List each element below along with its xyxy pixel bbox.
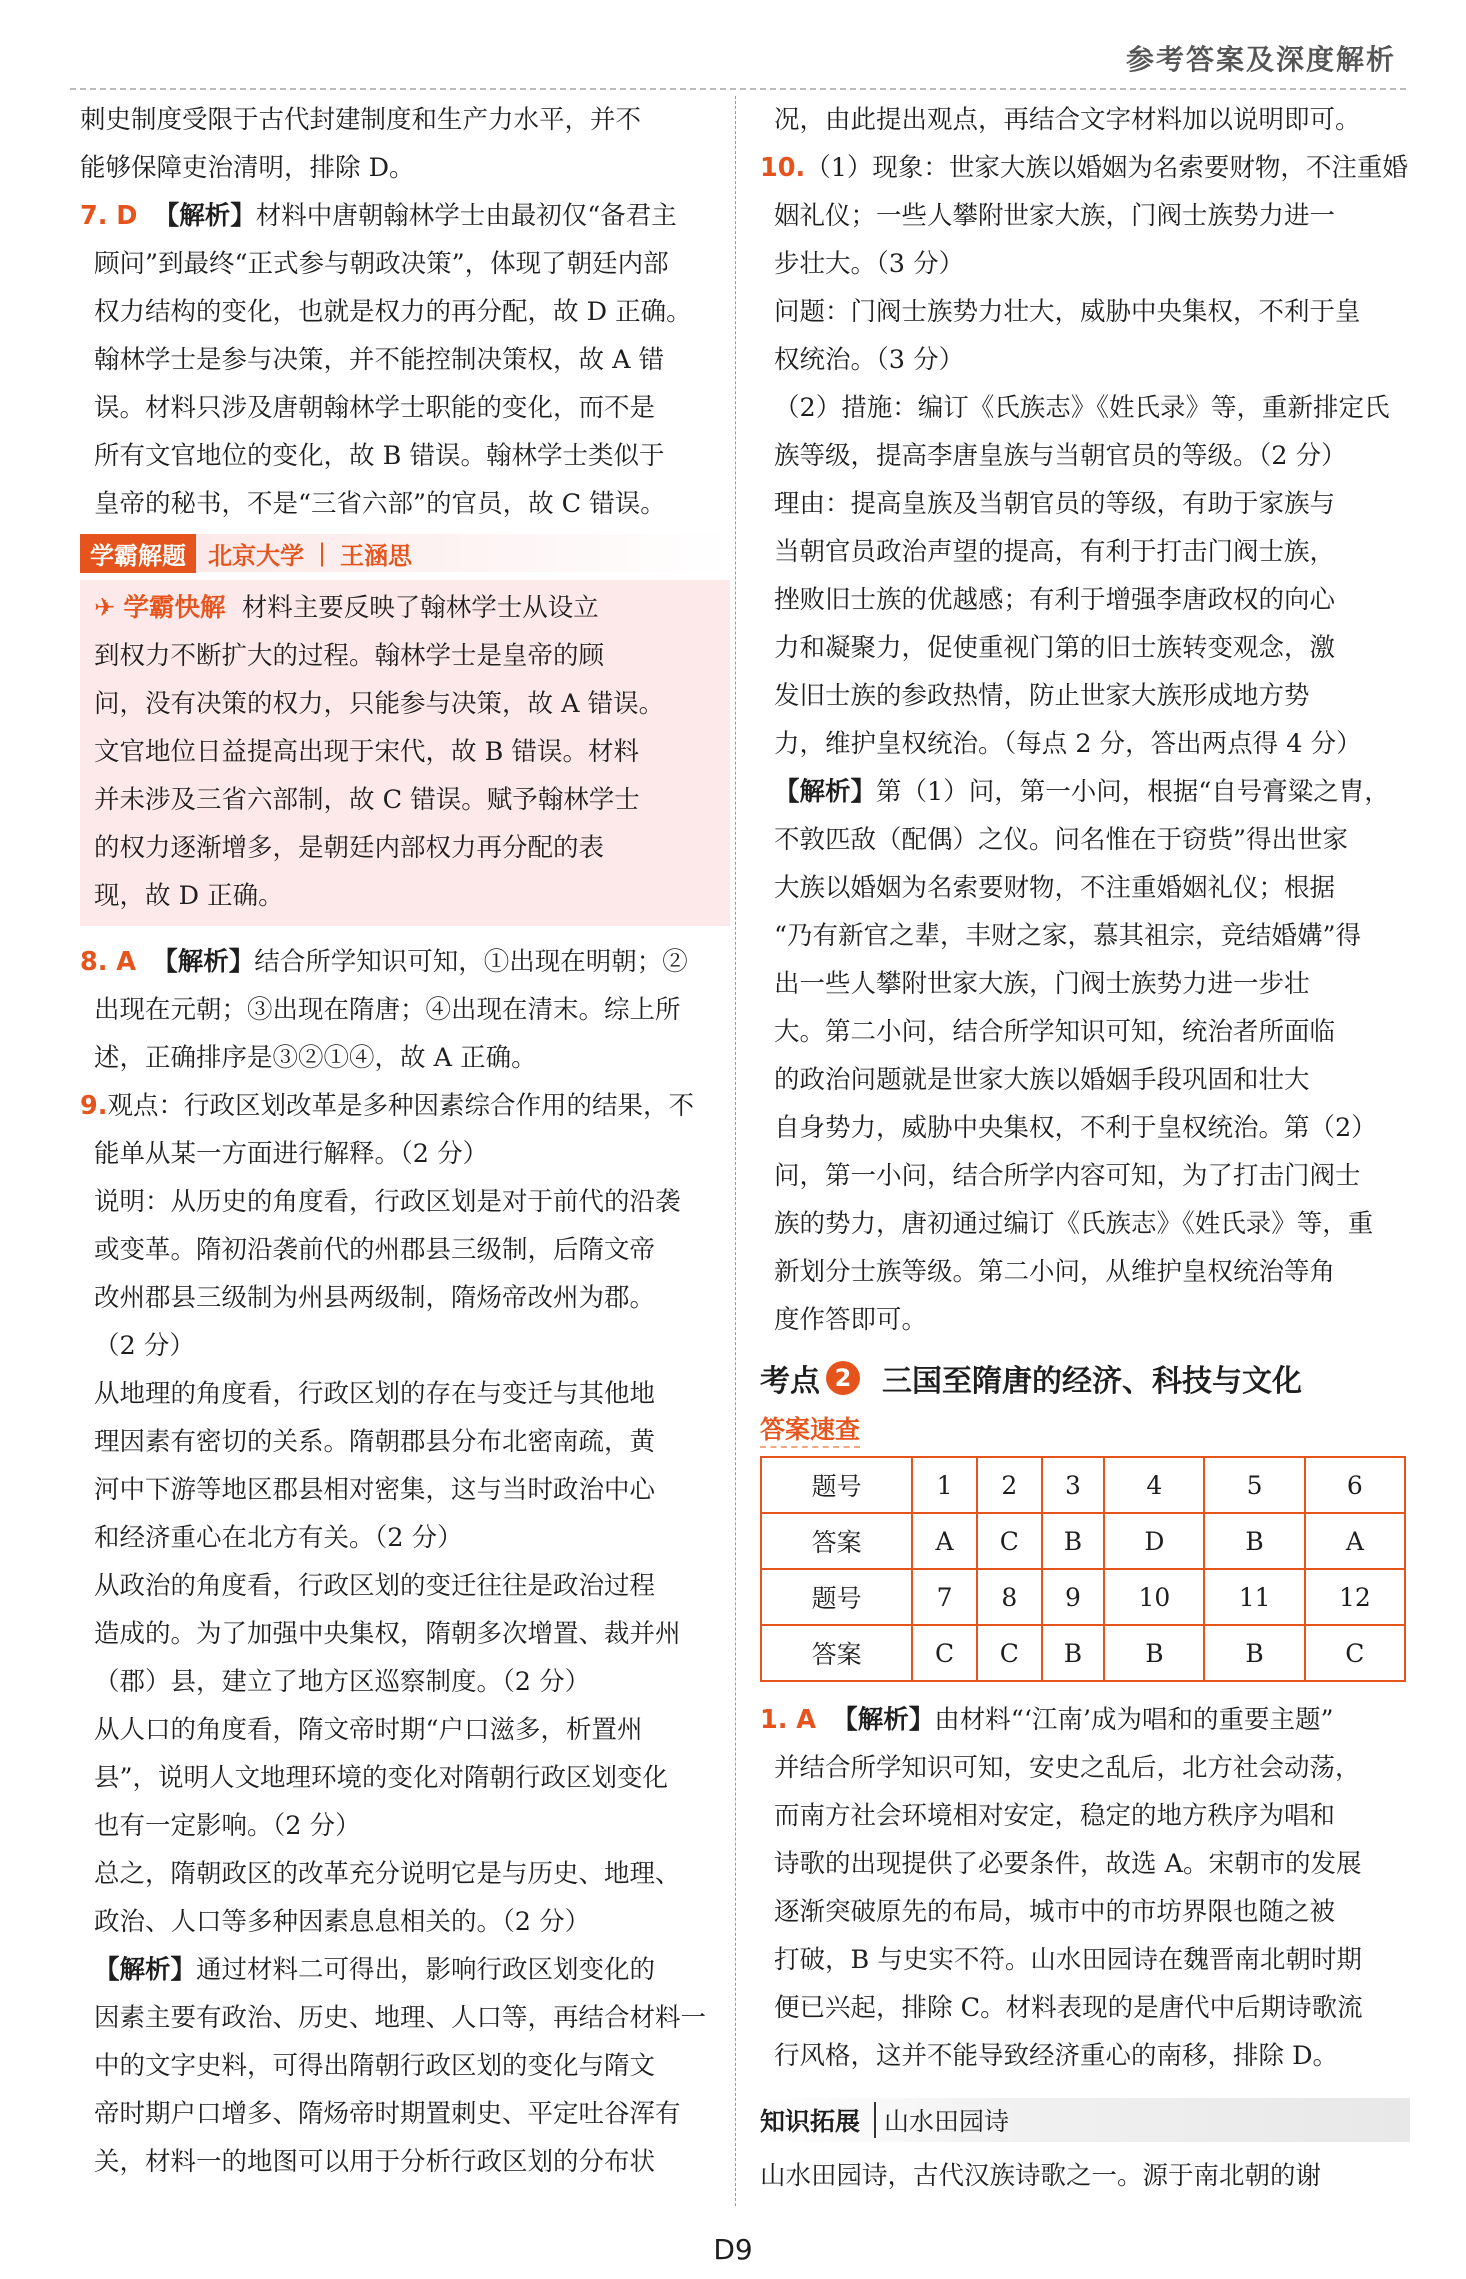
text-line: 出现在元朝；③出现在隋唐；④出现在清末。综上所	[94, 995, 681, 1025]
table-cell: B	[1204, 1625, 1304, 1681]
text-line: 力和凝聚力，促使重视门第的旧士族转变观念，激	[774, 633, 1336, 663]
text-line: 权力结构的变化，也就是权力的再分配，故 D 正确。	[94, 297, 692, 327]
text-line: （1）现象：世家大族以婚姻为名索要财物，不注重婚	[805, 153, 1408, 183]
text-line: 的权力逐渐增多，是朝廷内部权力再分配的表	[94, 833, 605, 863]
text-line: （郡）县，建立了地方区巡察制度。（2 分）	[94, 1667, 591, 1697]
banner-student-name: 王涵思	[340, 541, 413, 570]
question-1	[760, 1696, 1410, 1744]
text-line: 力，维护皇权统治。（每点 2 分，答出两点得 4 分）	[774, 729, 1362, 759]
text-line: 改州郡县三级制为州县两级制，隋炀帝改州为郡。	[94, 1283, 656, 1313]
text-line: （2）措施：编订《氏族志》《姓氏录》等，重新排定氏	[774, 393, 1390, 423]
page-number: D9	[713, 2233, 753, 2266]
text-line: 所有文官地位的变化，故 B 错误。翰林学士类似于	[94, 441, 665, 471]
quick-solution-label: 学霸快解	[123, 593, 226, 623]
table-cell: B	[1104, 1625, 1204, 1681]
text-line: 皇帝的秘书，不是“三省六部”的官员，故 C 错误。	[94, 489, 666, 519]
text-line: 便已兴起，排除 C。材料表现的是唐代中后期诗歌流	[774, 1993, 1363, 2023]
text-line: 现，故 D 正确。	[94, 881, 284, 911]
text-line: 并结合所学知识可知，安史之乱后，北方社会动荡，	[774, 1753, 1361, 1783]
text-line: 中的文字史料，可得出隋朝行政区划的变化与隋文	[94, 2051, 656, 2081]
text-line: “乃有新官之辈，丰财之家，慕其祖宗，竞结婚媾”得	[774, 921, 1362, 951]
text-line: 说明：从历史的角度看，行政区划是对于前代的沿袭	[94, 1187, 681, 1217]
question-number: 10.	[760, 153, 806, 183]
table-cell: 9	[1042, 1569, 1105, 1625]
knowledge-extension-topic: 山水田园诗	[874, 2102, 1009, 2138]
text-line: 当朝官员政治声望的提高，有利于打击门阀士族，	[774, 537, 1336, 567]
text-line: 能够保障吏治清明，排除 D。	[80, 153, 415, 183]
text-line: 结合所学知识可知，①出现在明朝；②	[254, 947, 688, 977]
text-line: 到权力不断扩大的过程。翰林学士是皇帝的顾	[94, 641, 605, 671]
topic-heading	[760, 1356, 1410, 1400]
text-line: 打破，B 与史实不符。山水田园诗在魏晋南北朝时期	[774, 1945, 1362, 1975]
left-column	[80, 96, 730, 2186]
text-line: 理因素有密切的关系。隋朝郡县分布北密南疏，黄	[94, 1427, 656, 1457]
text-line: 和经济重心在北方有关。（2 分）	[94, 1523, 463, 1553]
text-line: 因素主要有政治、历史、地理、人口等，再结合材料一	[94, 2003, 707, 2033]
text-line: 造成的。为了加强中央集权，隋朝多次增置、裁并州	[94, 1619, 681, 1649]
text-line: 顾问”到最终“正式参与朝政决策”，体现了朝廷内部	[94, 249, 669, 279]
text-line: 出一些人攀附世家大族，门阀士族势力进一步壮	[774, 969, 1310, 999]
text-line: 而南方社会环境相对安定，稳定的地方秩序为唱和	[774, 1801, 1336, 1831]
text-line	[94, 584, 716, 632]
text-line: 问，第一小问，结合所学内容可知，为了打击门阀士	[774, 1161, 1361, 1191]
table-cell: C	[977, 1513, 1042, 1569]
question-7	[80, 192, 730, 240]
topic-label: 考点	[760, 1364, 820, 1399]
text-line: 姻礼仪；一些人攀附世家大族，门阀士族势力进一	[774, 201, 1336, 231]
text-line: 由材料“‘江南’成为唱和的重要主题”	[934, 1705, 1334, 1735]
analysis-line	[80, 1946, 730, 1994]
question-8	[80, 938, 730, 986]
table-cell: B	[1042, 1513, 1105, 1569]
text-line: 族等级，提高李唐皇族与当朝官员的等级。（2 分）	[774, 441, 1347, 471]
quick-solution-box	[80, 580, 730, 926]
rocket-icon: ✈	[94, 593, 116, 623]
column-divider	[735, 96, 736, 2206]
text-line: 步壮大。（3 分）	[774, 249, 965, 279]
text-line: 大族以婚姻为名索要财物，不注重婚姻礼仪；根据	[774, 873, 1336, 903]
text-line: 族的势力，唐初通过编订《氏族志》《姓氏录》等，重	[774, 1209, 1374, 1239]
table-cell: C	[977, 1625, 1042, 1681]
top-student-banner	[80, 534, 730, 572]
text-line: 诗歌的出现提供了必要条件，故选 A。宋朝市的发展	[774, 1849, 1362, 1879]
banner-university: 北京大学	[208, 541, 304, 570]
text-line: 通过材料二可得出，影响行政区划变化的	[196, 1955, 656, 1985]
banner-separator: |	[318, 539, 327, 567]
answer-quick-check-title: 答案速查	[760, 1410, 860, 1448]
text-line: 山水田园诗，古代汉族诗歌之一。源于南北朝的谢	[760, 2161, 1322, 2191]
banner-tag: 学霸解题	[80, 534, 196, 573]
question-10	[760, 144, 1410, 192]
text-line: 第（1）问，第一小问，根据“自号膏粱之胄，	[876, 777, 1390, 807]
table-cell: 6	[1305, 1457, 1405, 1513]
table-cell: 答案	[761, 1625, 912, 1681]
text-line: 理由：提高皇族及当朝官员的等级，有助于家族与	[774, 489, 1336, 519]
table-row	[761, 1569, 1405, 1625]
text-line: 况，由此提出观点，再结合文字材料加以说明即可。	[774, 105, 1361, 135]
text-line: 问题：门阀士族势力壮大，威胁中央集权，不利于皇	[774, 297, 1361, 327]
question-number: 9.	[80, 1091, 108, 1121]
text-line: 从人口的角度看，隋文帝时期“户口滋多，析置州	[94, 1715, 643, 1745]
question-9	[80, 1082, 730, 1130]
table-cell: D	[1104, 1513, 1204, 1569]
answer-table	[760, 1456, 1406, 1682]
page-header-title: 参考答案及深度解析	[1125, 43, 1396, 76]
table-cell: 7	[912, 1569, 977, 1625]
table-cell: B	[1042, 1625, 1105, 1681]
question-number: 1. A	[760, 1705, 817, 1735]
table-cell: A	[1305, 1513, 1405, 1569]
text-line: 从地理的角度看，行政区划的存在与变迁与其他地	[94, 1379, 656, 1409]
analysis-tag: 【解析】	[832, 1705, 935, 1735]
table-cell: A	[912, 1513, 977, 1569]
text-line: 从政治的角度看，行政区划的变迁往往是政治过程	[94, 1571, 656, 1601]
text-line: 挫败旧士族的优越感；有利于增强李唐政权的向心	[774, 585, 1336, 615]
table-cell: 11	[1204, 1569, 1304, 1625]
text-line: 新划分士族等级。第二小问，从维护皇权统治等角	[774, 1257, 1336, 1287]
text-line: 问，没有决策的权力，只能参与决策，故 A 错误。	[94, 689, 665, 719]
text-line: 发旧士族的参政热情，防止世家大族形成地方势	[774, 681, 1310, 711]
table-cell: 10	[1104, 1569, 1204, 1625]
question-number: 7. D	[80, 201, 138, 231]
text-line: 也有一定影响。（2 分）	[94, 1811, 361, 1841]
topic-title: 三国至隋唐的经济、科技与文化	[882, 1364, 1302, 1399]
text-line: 度作答即可。	[774, 1305, 928, 1335]
text-line: 或变革。隋初沿袭前代的州郡县三级制，后隋文帝	[94, 1235, 656, 1265]
text-line: 政治、人口等多种因素息息相关的。（2 分）	[94, 1907, 591, 1937]
table-cell: 5	[1204, 1457, 1304, 1513]
analysis-line	[760, 768, 1410, 816]
table-cell: 答案	[761, 1513, 912, 1569]
text-line: 文官地位日益提高出现于宋代，故 B 错误。材料	[94, 737, 639, 767]
text-line: （2 分）	[94, 1331, 195, 1361]
text-line: 能单从某一方面进行解释。（2 分）	[94, 1139, 489, 1169]
text-line: 误。材料只涉及唐朝翰林学士职能的变化，而不是	[94, 393, 656, 423]
text-line: 的政治问题就是世家大族以婚姻手段巩固和壮大	[774, 1065, 1310, 1095]
table-row	[761, 1625, 1405, 1681]
text-line: 逐渐突破原先的布局，城市中的市坊界限也随之被	[774, 1897, 1336, 1927]
table-cell: B	[1204, 1513, 1304, 1569]
text-line: 翰林学士是参与决策，并不能控制决策权，故 A 错	[94, 345, 665, 375]
text-line: 权统治。（3 分）	[774, 345, 965, 375]
table-cell: C	[912, 1625, 977, 1681]
table-cell: 3	[1042, 1457, 1105, 1513]
knowledge-extension-label: 知识拓展	[760, 2107, 861, 2136]
table-cell: 4	[1104, 1457, 1204, 1513]
table-cell: 2	[977, 1457, 1042, 1513]
text-line: 刺史制度受限于古代封建制度和生产力水平，并不	[80, 105, 642, 135]
table-cell: 1	[912, 1457, 977, 1513]
analysis-tag: 【解析】	[153, 201, 256, 231]
text-line: 县”，说明人文地理环境的变化对隋朝行政区划变化	[94, 1763, 669, 1793]
table-cell: 8	[977, 1569, 1042, 1625]
table-row	[761, 1513, 1405, 1569]
topic-number: 2	[826, 1361, 860, 1395]
analysis-tag: 【解析】	[774, 777, 877, 807]
table-cell: 12	[1305, 1569, 1405, 1625]
table-cell: 题号	[761, 1457, 912, 1513]
text-line: 河中下游等地区郡县相对密集，这与当时政治中心	[94, 1475, 656, 1505]
header-divider	[70, 88, 1406, 90]
text-line: 自身势力，威胁中央集权，不利于皇权统治。第（2）	[774, 1113, 1377, 1143]
text-line: 大。第二小问，结合所学知识可知，统治者所面临	[774, 1017, 1336, 1047]
right-column	[760, 96, 1410, 2200]
knowledge-extension-bar	[760, 2098, 1410, 2142]
text-line: 并未涉及三省六部制，故 C 错误。赋予翰林学士	[94, 785, 640, 815]
text-line: 材料中唐朝翰林学士由最初仅“备君主	[255, 201, 677, 231]
text-line: 关，材料一的地图可以用于分析行政区划的分布状	[94, 2147, 656, 2177]
question-number: 8. A	[80, 947, 137, 977]
analysis-tag: 【解析】	[152, 947, 255, 977]
text-line: 总之，隋朝政区的改革充分说明它是与历史、地理、	[94, 1859, 681, 1889]
table-cell: C	[1305, 1625, 1405, 1681]
text-line: 不敦匹敌（配偶）之仪。问名惟在于窃赀”得出世家	[774, 825, 1349, 855]
text-line: 观点：行政区划改革是多种因素综合作用的结果，不	[107, 1091, 694, 1121]
analysis-tag: 【解析】	[94, 1955, 197, 1985]
table-row	[761, 1457, 1405, 1513]
text-line: 材料主要反映了翰林学士从设立	[241, 593, 599, 623]
text-line: 述，正确排序是③②①④，故 A 正确。	[94, 1043, 537, 1073]
table-cell: 题号	[761, 1569, 912, 1625]
text-line: 行风格，这并不能导致经济重心的南移，排除 D。	[774, 2041, 1339, 2071]
text-line: 帝时期户口增多、隋炀帝时期置刺史、平定吐谷浑有	[94, 2099, 681, 2129]
